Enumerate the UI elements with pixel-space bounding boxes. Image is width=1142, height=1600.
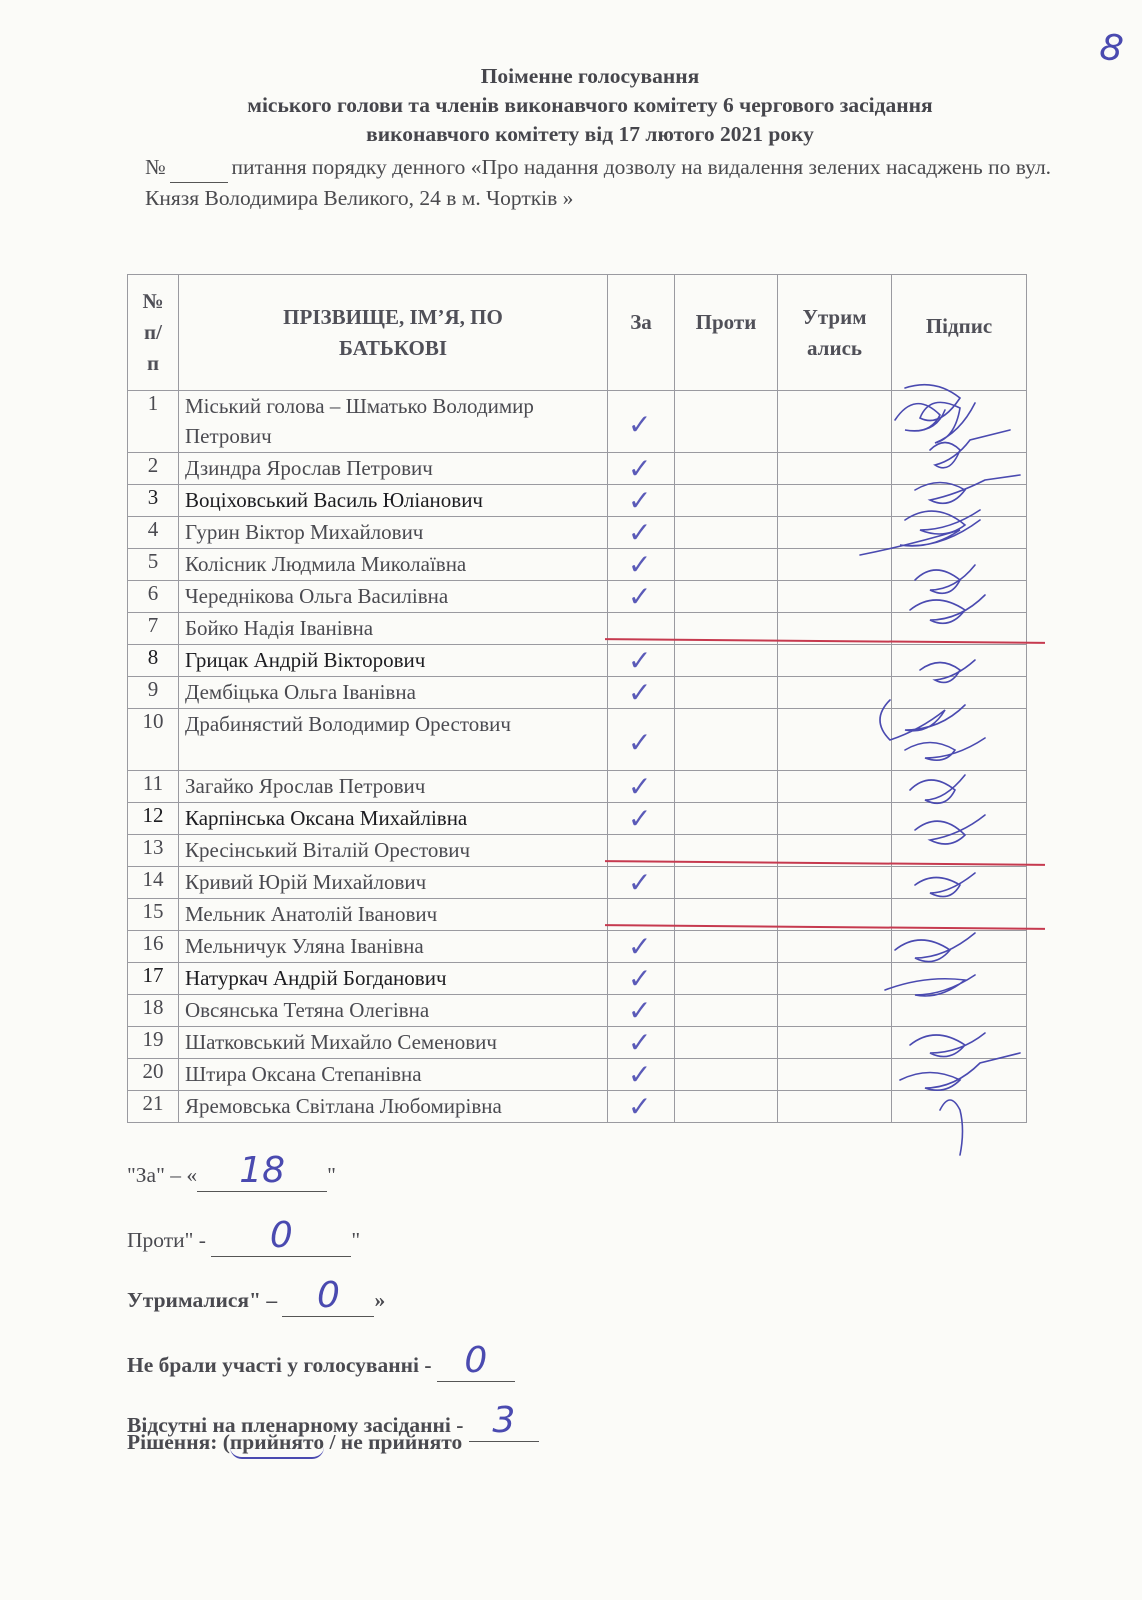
member-name: Мельничук Уляна Іванівна xyxy=(179,931,608,963)
signature-cell xyxy=(892,803,1027,835)
vote-abstain-cell xyxy=(778,549,892,581)
member-name: Карпінська Оксана Михайлівна xyxy=(179,803,608,835)
vote-abstain-cell xyxy=(778,517,892,549)
vote-for-cell xyxy=(608,1027,675,1059)
signature-cell xyxy=(892,1059,1027,1091)
agenda-question xyxy=(145,152,1075,213)
signature-cell xyxy=(892,931,1027,963)
check-mark-icon: ✓ xyxy=(628,484,652,517)
vote-for-cell xyxy=(608,1091,675,1123)
row-number: 4 xyxy=(128,517,179,549)
check-mark-icon: ✓ xyxy=(628,644,652,677)
signature-cell xyxy=(892,995,1027,1027)
member-name: Овсянська Тетяна Олегівна xyxy=(179,995,608,1027)
member-name: Мельник Анатолій Іванович xyxy=(179,899,608,931)
vote-abstain-cell xyxy=(778,1059,892,1091)
vote-abstain-cell xyxy=(778,453,892,485)
vote-abstain-cell xyxy=(778,485,892,517)
signature-cell xyxy=(892,645,1027,677)
row-number: 7 xyxy=(128,613,179,645)
document-title xyxy=(140,62,1040,149)
vote-for-cell xyxy=(608,867,675,899)
signature-cell xyxy=(892,709,1027,771)
vote-abstain-cell xyxy=(778,709,892,771)
row-number: 1 xyxy=(128,391,179,453)
row-number: 8 xyxy=(128,645,179,677)
vote-for-cell xyxy=(608,485,675,517)
vote-for-cell xyxy=(608,453,675,485)
vote-abstain-cell xyxy=(778,963,892,995)
question-number-blank xyxy=(170,152,228,183)
vote-for-cell xyxy=(608,391,675,453)
vote-against-cell xyxy=(675,485,778,517)
vote-against-cell xyxy=(675,645,778,677)
vote-against-cell xyxy=(675,709,778,771)
table-row xyxy=(128,549,1027,581)
check-mark-icon: ✓ xyxy=(628,726,652,759)
vote-against-cell xyxy=(675,517,778,549)
row-number: 20 xyxy=(128,1059,179,1091)
member-name: Грицак Андрій Вікторович xyxy=(179,645,608,677)
vote-against-cell xyxy=(675,931,778,963)
summary-for: "За" – « 18 " xyxy=(127,1150,336,1191)
table-row xyxy=(128,867,1027,899)
row-number: 17 xyxy=(128,963,179,995)
signature-cell xyxy=(892,963,1027,995)
vote-against-cell xyxy=(675,963,778,995)
table-row xyxy=(128,995,1027,1027)
vote-abstain-cell xyxy=(778,771,892,803)
row-number: 13 xyxy=(128,835,179,867)
table-row xyxy=(128,1091,1027,1123)
check-mark-icon: ✓ xyxy=(628,516,652,549)
signature-cell xyxy=(892,1091,1027,1123)
page-number: 8 xyxy=(1097,26,1126,71)
table-row xyxy=(128,645,1027,677)
vote-abstain-cell xyxy=(778,995,892,1027)
vote-against-cell xyxy=(675,1027,778,1059)
member-name: Штира Оксана Степанівна xyxy=(179,1059,608,1091)
question-text: питання порядку денного «Про надання дозволу на видалення зелених насаджень по вул. Князя Володимира Великого, 24 в м. Чортків » xyxy=(145,155,1052,210)
vote-abstain-cell xyxy=(778,803,892,835)
header-num: № п/п xyxy=(128,275,179,391)
check-mark-icon: ✓ xyxy=(628,802,652,835)
vote-against-cell xyxy=(675,771,778,803)
vote-for-cell xyxy=(608,995,675,1027)
signature-cell xyxy=(892,613,1027,645)
vote-for-cell xyxy=(608,963,675,995)
signature-cell xyxy=(892,677,1027,709)
row-number: 6 xyxy=(128,581,179,613)
member-name: Воціховський Василь Юліанович xyxy=(179,485,608,517)
vote-abstain-cell xyxy=(778,645,892,677)
member-name: Колісник Людмила Миколаївна xyxy=(179,549,608,581)
member-name: Кресінський Віталій Орестович xyxy=(179,835,608,867)
vote-abstain-cell xyxy=(778,391,892,453)
member-name: Драбинястий Володимир Орестович xyxy=(179,709,608,771)
row-number: 18 xyxy=(128,995,179,1027)
row-number: 12 xyxy=(128,803,179,835)
member-name: Натуркач Андрій Богданович xyxy=(179,963,608,995)
table-row xyxy=(128,517,1027,549)
table-row xyxy=(128,391,1027,453)
signature-cell xyxy=(892,581,1027,613)
decision-accepted: прийнято xyxy=(230,1430,324,1459)
row-number: 3 xyxy=(128,485,179,517)
member-name: Міський голова – Шматько Володимир Петрович xyxy=(179,391,608,453)
vote-for-cell xyxy=(608,517,675,549)
table-row xyxy=(128,803,1027,835)
member-name: Дзиндра Ярослав Петрович xyxy=(179,453,608,485)
check-mark-icon: ✓ xyxy=(628,770,652,803)
signature-cell xyxy=(892,771,1027,803)
vote-for-cell xyxy=(608,581,675,613)
vote-for-cell xyxy=(608,803,675,835)
member-name: Гурин Віктор Михайлович xyxy=(179,517,608,549)
title-line-1: Поіменне голосування xyxy=(480,64,700,88)
check-mark-icon: ✓ xyxy=(628,548,652,581)
table-row xyxy=(128,709,1027,771)
member-name: Кривий Юрій Михайлович xyxy=(179,867,608,899)
check-mark-icon: ✓ xyxy=(628,1090,652,1123)
check-mark-icon: ✓ xyxy=(628,676,652,709)
check-mark-icon: ✓ xyxy=(628,1026,652,1059)
row-number: 5 xyxy=(128,549,179,581)
summary-absent: Відсутні на пленарному засіданні - 3 xyxy=(127,1400,539,1442)
check-mark-icon: ✓ xyxy=(628,408,652,441)
table-row xyxy=(128,771,1027,803)
summary-against: Проти" - 0 " xyxy=(127,1215,361,1256)
signature-cell xyxy=(892,517,1027,549)
member-name: Дембіцька Ольга Іванівна xyxy=(179,677,608,709)
signature-cell xyxy=(892,899,1027,931)
row-number: 14 xyxy=(128,867,179,899)
member-name: Загайко Ярослав Петрович xyxy=(179,771,608,803)
signature-cell xyxy=(892,391,1027,453)
summary-abstain: Утрималися" – 0 » xyxy=(127,1275,386,1316)
row-number: 10 xyxy=(128,709,179,771)
vote-against-cell xyxy=(675,867,778,899)
vote-against-cell xyxy=(675,549,778,581)
against-count: 0 xyxy=(269,1215,293,1256)
vote-for-cell xyxy=(608,549,675,581)
check-mark-icon: ✓ xyxy=(628,866,652,899)
header-for: За xyxy=(608,275,675,391)
abstain-count: 0 xyxy=(317,1275,340,1316)
signature-cell xyxy=(892,1027,1027,1059)
row-number: 19 xyxy=(128,1027,179,1059)
check-mark-icon: ✓ xyxy=(628,452,652,485)
vote-abstain-cell xyxy=(778,1091,892,1123)
vote-for-cell xyxy=(608,1059,675,1091)
table-header-row xyxy=(128,275,1027,391)
vote-for-cell xyxy=(608,709,675,771)
check-mark-icon: ✓ xyxy=(628,994,652,1027)
table-row xyxy=(128,931,1027,963)
signature-cell xyxy=(892,867,1027,899)
vote-for-cell xyxy=(608,677,675,709)
check-mark-icon: ✓ xyxy=(628,580,652,613)
not-voted-count: 0 xyxy=(464,1340,488,1381)
table-row xyxy=(128,1027,1027,1059)
question-number-prefix: № xyxy=(145,155,166,179)
row-number: 15 xyxy=(128,899,179,931)
signature-cell xyxy=(892,485,1027,517)
vote-against-cell xyxy=(675,803,778,835)
vote-for-cell xyxy=(608,931,675,963)
table-row xyxy=(128,963,1027,995)
vote-against-cell xyxy=(675,581,778,613)
row-number: 11 xyxy=(128,771,179,803)
vote-abstain-cell xyxy=(778,867,892,899)
row-number: 9 xyxy=(128,677,179,709)
row-number: 21 xyxy=(128,1091,179,1123)
for-count: 18 xyxy=(239,1150,286,1191)
table-row xyxy=(128,453,1027,485)
row-number: 2 xyxy=(128,453,179,485)
header-signature: Підпис xyxy=(892,275,1027,391)
vote-against-cell xyxy=(675,391,778,453)
check-mark-icon: ✓ xyxy=(628,930,652,963)
signature-cell xyxy=(892,835,1027,867)
signature-cell xyxy=(892,453,1027,485)
vote-abstain-cell xyxy=(778,581,892,613)
check-mark-icon: ✓ xyxy=(628,1058,652,1091)
member-name: Шатковський Михайло Семенович xyxy=(179,1027,608,1059)
table-row xyxy=(128,1059,1027,1091)
vote-for-cell xyxy=(608,771,675,803)
vote-for-cell xyxy=(608,645,675,677)
vote-against-cell xyxy=(675,1059,778,1091)
vote-abstain-cell xyxy=(778,1027,892,1059)
vote-against-cell xyxy=(675,677,778,709)
summary-not-voted: Не брали участі у голосуванні - 0 xyxy=(127,1340,515,1382)
member-name: Череднікова Ольга Василівна xyxy=(179,581,608,613)
table-row xyxy=(128,581,1027,613)
member-name: Яремовська Світлана Любомирівна xyxy=(179,1091,608,1123)
absent-count: 3 xyxy=(492,1400,516,1441)
header-abstain: Утрим ались xyxy=(778,275,892,391)
header-name: ПРІЗВИЩЕ, ІМ’Я, ПО БАТЬКОВІ xyxy=(179,275,608,391)
voting-table xyxy=(127,274,1027,1123)
table-row xyxy=(128,485,1027,517)
vote-against-cell xyxy=(675,1091,778,1123)
vote-abstain-cell xyxy=(778,677,892,709)
vote-abstain-cell xyxy=(778,931,892,963)
vote-against-cell xyxy=(675,995,778,1027)
table-row xyxy=(128,677,1027,709)
signature-cell xyxy=(892,549,1027,581)
member-name: Бойко Надія Іванівна xyxy=(179,613,608,645)
check-mark-icon: ✓ xyxy=(628,962,652,995)
title-line-3: виконавчого комітету від 17 лютого 2021 року xyxy=(366,122,814,146)
decision: Рішення: (прийнято / не прийнято xyxy=(127,1430,462,1459)
row-number: 16 xyxy=(128,931,179,963)
title-line-2: міського голови та членів виконавчого комітету 6 чергового засідання xyxy=(247,93,933,117)
header-against: Проти xyxy=(675,275,778,391)
vote-against-cell xyxy=(675,453,778,485)
